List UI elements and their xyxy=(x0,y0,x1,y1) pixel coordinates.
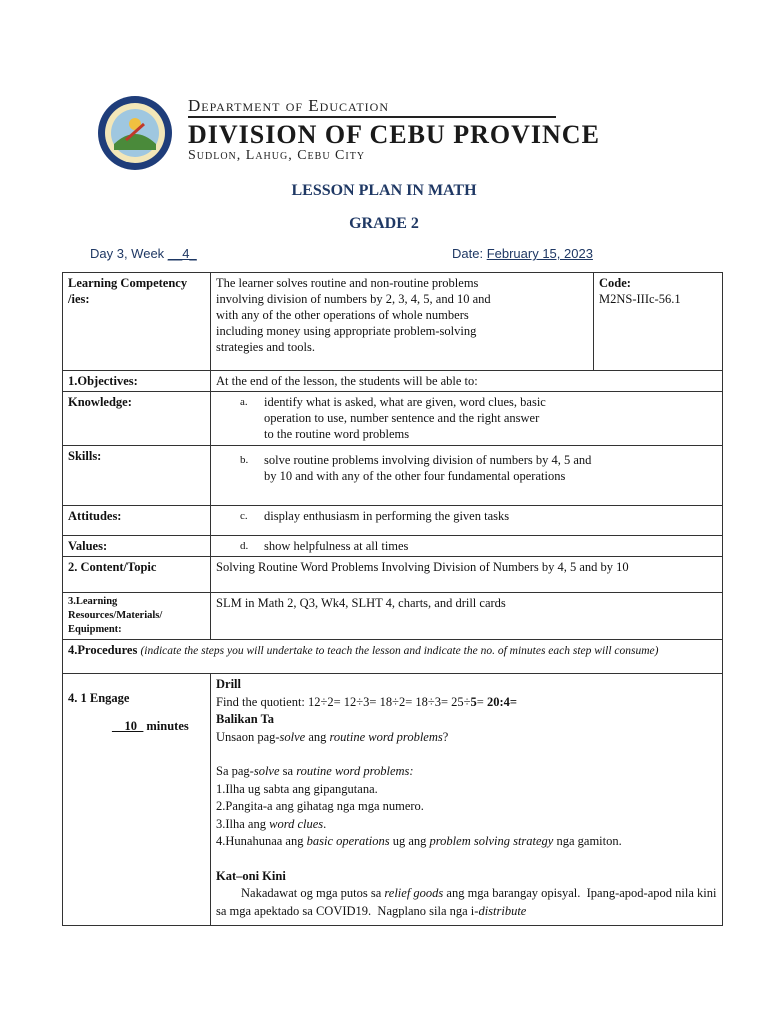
steps-intro: Sa pag-solve sa routine word problems: xyxy=(216,764,414,778)
grade-title: GRADE 2 xyxy=(349,215,419,232)
lesson-plan-table xyxy=(62,272,723,926)
values-text: d. show helpfulness at all times xyxy=(211,536,723,557)
competency-label: Learning Competency /ies: xyxy=(63,273,211,371)
objectives-intro: At the end of the lesson, the students will be able to: xyxy=(211,371,723,392)
attitudes-text: c. display enthusiasm in performing the given tasks xyxy=(211,506,723,536)
values-label: Values: xyxy=(63,536,211,557)
skills-text: b. solve routine problems involving division of numbers by 4, 5 and by 10 and with any of the other four fundamental operations xyxy=(211,446,723,506)
step-1: 1.Ilha ug sabta ang gipangutana. xyxy=(216,781,378,796)
balikan-title: Balikan Ta xyxy=(216,712,275,726)
procedures-row xyxy=(63,640,723,674)
step-2: 2.Pangita-a ang gihatag nga mga numero. xyxy=(216,799,424,813)
deped-seal-icon xyxy=(96,94,174,172)
values-row xyxy=(63,536,723,557)
katoni-title: Kat–oni Kini xyxy=(216,868,286,883)
code-cell xyxy=(594,273,723,371)
engage-row xyxy=(63,674,723,926)
resources-row xyxy=(63,593,723,640)
resources-label: 3.Learning Resources/Materials/ Equipment: xyxy=(63,593,211,640)
division-name: DIVISION OF CEBU PROVINCE xyxy=(188,120,600,149)
attitudes-label: Attitudes: xyxy=(63,506,211,536)
competency-text: The learner solves routine and non-routine problems involving division of numbers by 2, 3, 4, 5, and 10 and with any of the other operations of whole numbers including money using appropriate problem-solving strategies and tools. xyxy=(211,273,594,371)
skills-row xyxy=(63,446,723,506)
objectives-row xyxy=(63,371,723,392)
day-week-line xyxy=(90,246,197,261)
katoni-paragraph: Nakadawat og mga putos sa relief goods ang mga barangay opisyal. Ipang-apod-apod nila kini sa mga apektado sa COVID19. Nagplano sila nga i-distribute xyxy=(216,886,720,918)
objectives-label: 1.Objectives: xyxy=(63,371,211,392)
knowledge-label: Knowledge: xyxy=(63,392,211,446)
code-value: M2NS-IIIc-56.1 xyxy=(599,292,681,306)
competency-row xyxy=(63,273,723,371)
division-address: Sudlon, Lahug, Cebu City xyxy=(188,148,366,163)
date-line xyxy=(452,246,593,261)
attitudes-row xyxy=(63,506,723,536)
header-rule xyxy=(188,116,556,118)
engage-minutes: __10_ minutes xyxy=(112,719,189,733)
knowledge-row xyxy=(63,392,723,446)
date-value: February 15, 2023 xyxy=(486,246,593,261)
department-name: Department of Education xyxy=(188,96,390,115)
step-3: 3.Ilha ang word clues. xyxy=(216,816,327,831)
procedures-header xyxy=(63,640,723,674)
letterhead xyxy=(96,92,600,172)
engage-content xyxy=(211,674,723,926)
drill-text: Find the quotient: 12÷2= 12÷3= 18÷2= 18÷3= 25÷5= 20:4= xyxy=(216,694,517,709)
drill-title: Drill xyxy=(216,677,241,691)
balikan-question: Unsaon pag-solve ang routine word problems? xyxy=(216,729,449,744)
engage-label-cell xyxy=(63,674,211,926)
content-row xyxy=(63,557,723,593)
skills-label: Skills: xyxy=(63,446,211,506)
engage-label: 4. 1 Engage xyxy=(68,691,130,705)
date-label: Date: xyxy=(452,246,487,261)
lesson-plan-title: LESSON PLAN IN MATH xyxy=(291,182,477,199)
code-label: Code: xyxy=(599,276,631,290)
procedures-label: 4.Procedures xyxy=(68,643,138,657)
content-text: Solving Routine Word Problems Involving Division of Numbers by 4, 5 and by 10 xyxy=(211,557,723,593)
content-label: 2. Content/Topic xyxy=(63,557,211,593)
week-value: __4_ xyxy=(167,246,197,261)
procedures-note: (indicate the steps you will undertake to teach the lesson and indicate the no. of minutes each step will consume) xyxy=(140,645,659,657)
resources-text: SLM in Math 2, Q3, Wk4, SLHT 4, charts, and drill cards xyxy=(211,593,723,640)
day-label: Day 3, Week xyxy=(90,246,168,261)
step-4: 4.Hunahunaa ang basic operations ug ang problem solving strategy nga gamiton. xyxy=(216,834,622,848)
knowledge-text: a. identify what is asked, what are given, word clues, basic operation to use, number sentence and the right answer to the routine word problems xyxy=(211,392,723,446)
